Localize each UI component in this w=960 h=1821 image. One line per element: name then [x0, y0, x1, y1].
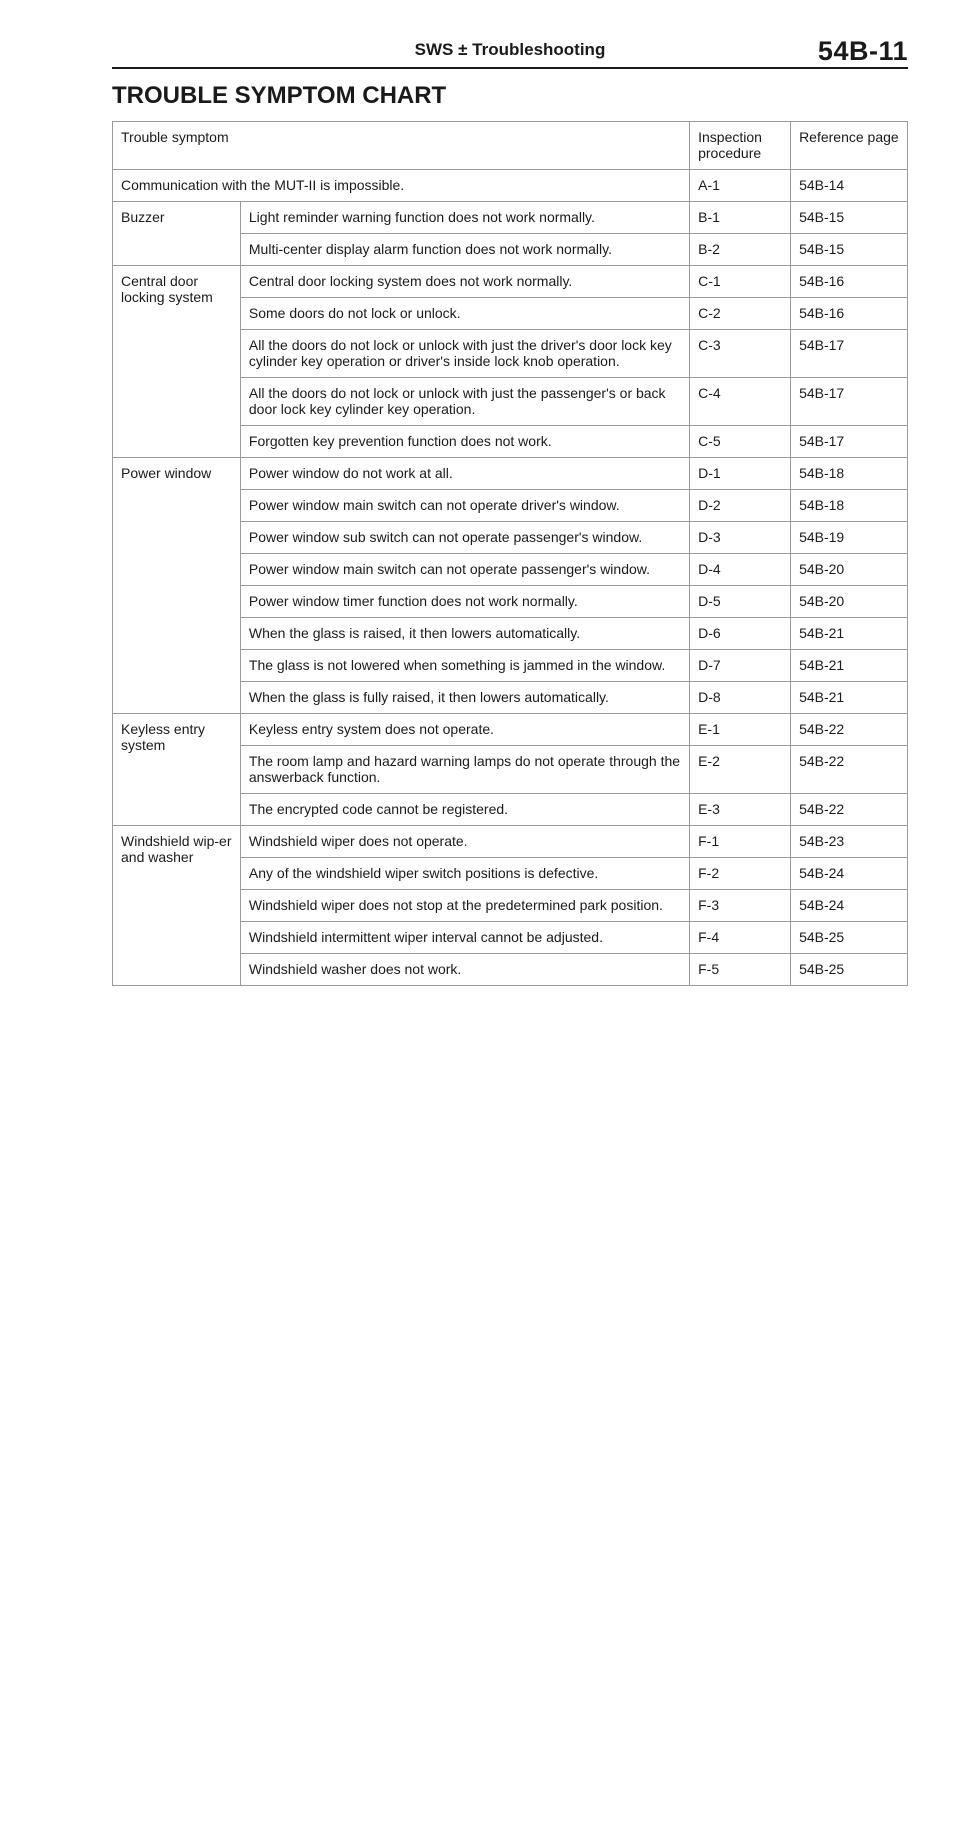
- category-cell: Central door locking system: [113, 266, 241, 458]
- reference-cell: 54B-16: [791, 298, 908, 330]
- symptom-cell: Multi-center display alarm function does not work normally.: [240, 234, 689, 266]
- symptom-cell: All the doors do not lock or unlock with just the driver's door lock key cylinder key operation or driver's inside lock knob operation.: [240, 330, 689, 378]
- reference-cell: 54B-22: [791, 714, 908, 746]
- symptom-cell: Power window main switch can not operate driver's window.: [240, 490, 689, 522]
- inspection-cell: C-3: [690, 330, 791, 378]
- reference-cell: 54B-21: [791, 650, 908, 682]
- reference-cell: 54B-17: [791, 426, 908, 458]
- header-reference-page: Reference page: [791, 122, 908, 170]
- symptom-cell: Windshield intermittent wiper interval cannot be adjusted.: [240, 922, 689, 954]
- reference-cell: 54B-23: [791, 826, 908, 858]
- inspection-cell: F-4: [690, 922, 791, 954]
- reference-cell: 54B-24: [791, 858, 908, 890]
- trouble-symptom-table: [112, 121, 908, 986]
- page-header: [112, 36, 908, 68]
- category-cell: Buzzer: [113, 202, 241, 266]
- section-title: SWS ± Troubleshooting: [414, 40, 606, 59]
- table-row: [113, 826, 908, 858]
- inspection-cell: D-6: [690, 618, 791, 650]
- inspection-cell: B-2: [690, 234, 791, 266]
- reference-cell: 54B-20: [791, 586, 908, 618]
- inspection-cell: D-7: [690, 650, 791, 682]
- inspection-cell: C-1: [690, 266, 791, 298]
- reference-cell: 54B-21: [791, 682, 908, 714]
- inspection-cell: D-4: [690, 554, 791, 586]
- inspection-cell: E-1: [690, 714, 791, 746]
- table-header-row: [113, 122, 908, 170]
- reference-cell: 54B-15: [791, 234, 908, 266]
- inspection-cell: D-5: [690, 586, 791, 618]
- inspection-cell: F-2: [690, 858, 791, 890]
- symptom-cell: Windshield wiper does not operate.: [240, 826, 689, 858]
- inspection-cell: D-1: [690, 458, 791, 490]
- symptom-cell: Communication with the MUT-II is impossible.: [113, 170, 690, 202]
- table-row: [113, 202, 908, 234]
- inspection-cell: C-2: [690, 298, 791, 330]
- header-inspection-procedure: Inspection procedure: [690, 122, 791, 170]
- reference-cell: 54B-14: [791, 170, 908, 202]
- symptom-cell: Windshield washer does not work.: [240, 954, 689, 986]
- reference-cell: 54B-17: [791, 330, 908, 378]
- table-row: [113, 458, 908, 490]
- symptom-cell: All the doors do not lock or unlock with just the passenger's or back door lock key cylinder key operation.: [240, 378, 689, 426]
- inspection-cell: A-1: [690, 170, 791, 202]
- table-row: [113, 170, 908, 202]
- symptom-cell: The encrypted code cannot be registered.: [240, 794, 689, 826]
- symptom-cell: When the glass is raised, it then lowers automatically.: [240, 618, 689, 650]
- reference-cell: 54B-22: [791, 746, 908, 794]
- reference-cell: 54B-15: [791, 202, 908, 234]
- reference-cell: 54B-22: [791, 794, 908, 826]
- inspection-cell: D-3: [690, 522, 791, 554]
- inspection-cell: B-1: [690, 202, 791, 234]
- reference-cell: 54B-21: [791, 618, 908, 650]
- reference-cell: 54B-18: [791, 490, 908, 522]
- reference-cell: 54B-18: [791, 458, 908, 490]
- symptom-cell: The glass is not lowered when something is jammed in the window.: [240, 650, 689, 682]
- inspection-cell: F-3: [690, 890, 791, 922]
- symptom-cell: Windshield wiper does not stop at the predetermined park position.: [240, 890, 689, 922]
- symptom-cell: Some doors do not lock or unlock.: [240, 298, 689, 330]
- inspection-cell: E-3: [690, 794, 791, 826]
- page-number: 54B-11: [817, 36, 908, 66]
- symptom-cell: When the glass is fully raised, it then lowers automatically.: [240, 682, 689, 714]
- reference-cell: 54B-20: [791, 554, 908, 586]
- symptom-cell: Power window timer function does not work normally.: [240, 586, 689, 618]
- symptom-cell: Power window sub switch can not operate passenger's window.: [240, 522, 689, 554]
- symptom-cell: Forgotten key prevention function does not work.: [240, 426, 689, 458]
- symptom-cell: Power window do not work at all.: [240, 458, 689, 490]
- symptom-cell: Light reminder warning function does not work normally.: [240, 202, 689, 234]
- inspection-cell: C-4: [690, 378, 791, 426]
- category-cell: Windshield wip-er and washer: [113, 826, 241, 986]
- reference-cell: 54B-17: [791, 378, 908, 426]
- symptom-cell: Central door locking system does not work normally.: [240, 266, 689, 298]
- inspection-cell: F-1: [690, 826, 791, 858]
- symptom-cell: Keyless entry system does not operate.: [240, 714, 689, 746]
- symptom-cell: The room lamp and hazard warning lamps do not operate through the answerback function.: [240, 746, 689, 794]
- symptom-cell: Any of the windshield wiper switch positions is defective.: [240, 858, 689, 890]
- reference-cell: 54B-25: [791, 922, 908, 954]
- inspection-cell: D-8: [690, 682, 791, 714]
- reference-cell: 54B-16: [791, 266, 908, 298]
- symptom-cell: Power window main switch can not operate passenger's window.: [240, 554, 689, 586]
- table-row: [113, 714, 908, 746]
- reference-cell: 54B-25: [791, 954, 908, 986]
- category-cell: Keyless entry system: [113, 714, 241, 826]
- category-cell: Power window: [113, 458, 241, 714]
- inspection-cell: F-5: [690, 954, 791, 986]
- reference-cell: 54B-24: [791, 890, 908, 922]
- header-trouble-symptom: Trouble symptom: [113, 122, 690, 170]
- table-row: [113, 266, 908, 298]
- inspection-cell: D-2: [690, 490, 791, 522]
- reference-cell: 54B-19: [791, 522, 908, 554]
- inspection-cell: C-5: [690, 426, 791, 458]
- inspection-cell: E-2: [690, 746, 791, 794]
- header-rule: [112, 67, 908, 69]
- page-title: TROUBLE SYMPTOM CHART: [112, 82, 447, 109]
